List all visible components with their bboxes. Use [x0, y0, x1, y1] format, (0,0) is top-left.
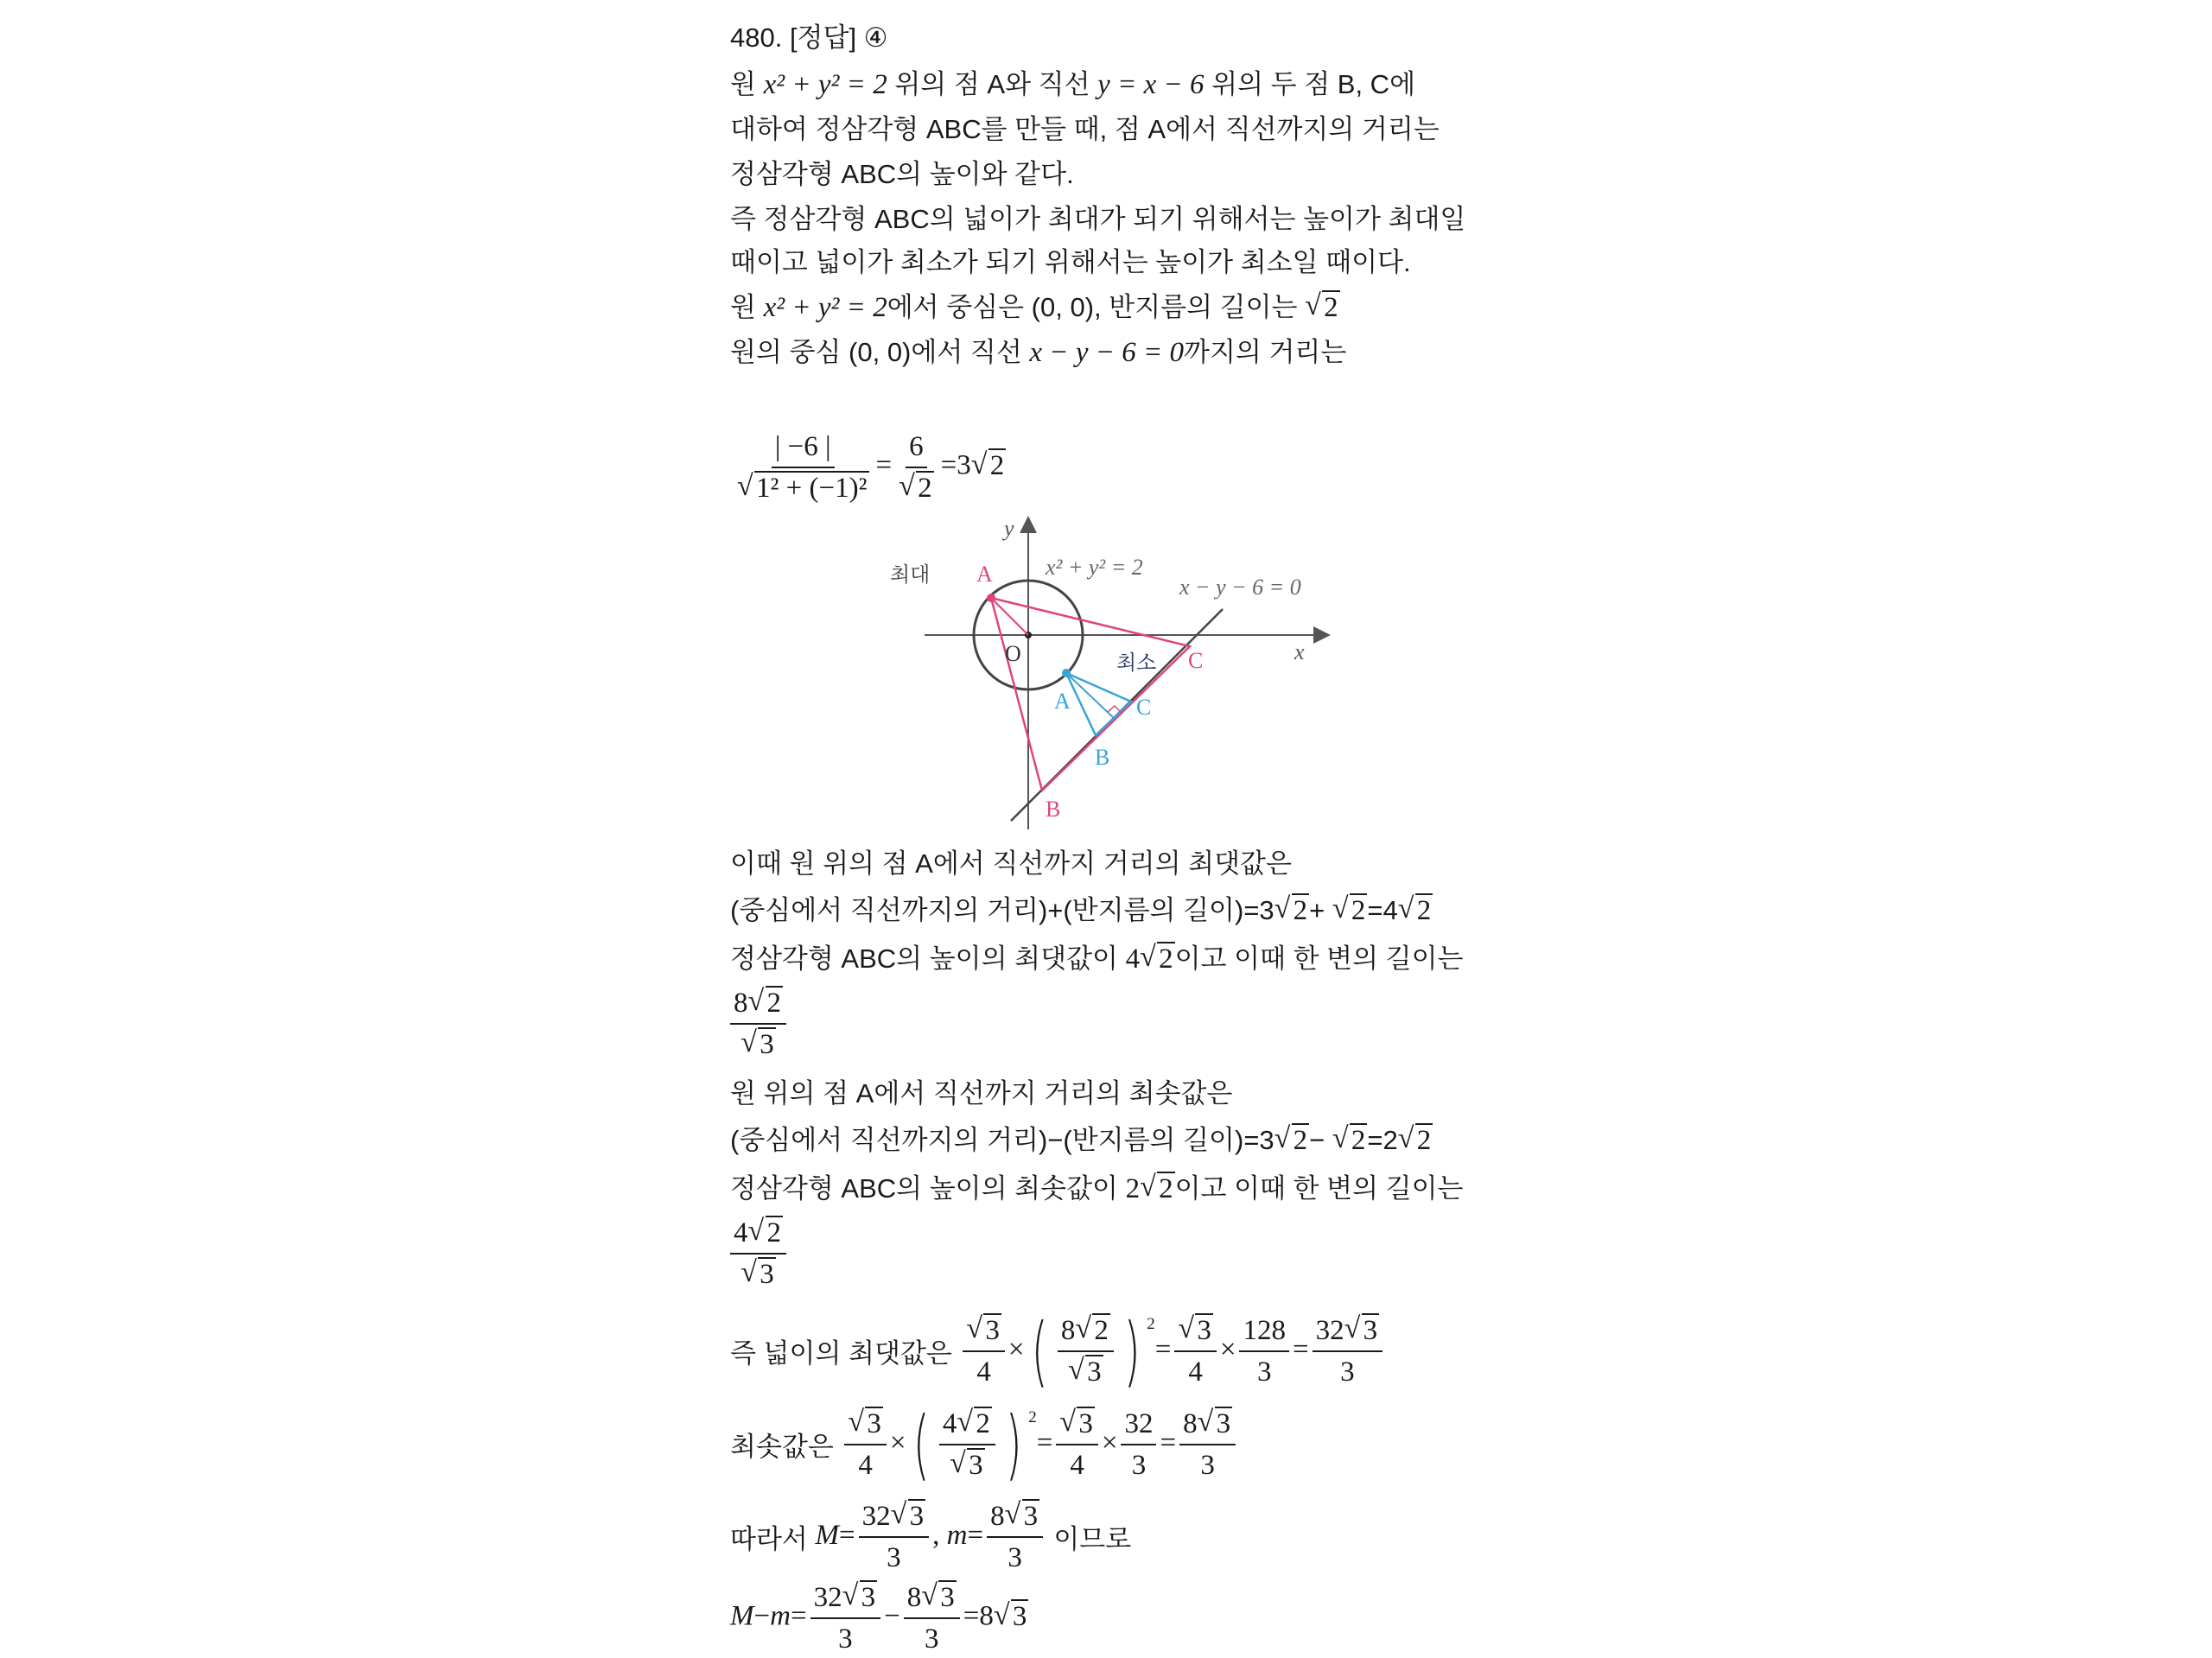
denominator [737, 1025, 779, 1061]
numerator: | −6 | [772, 430, 835, 468]
point-A-max [987, 594, 995, 602]
numerator: 8√ 3 [987, 1500, 1043, 1538]
denominator: 4 [976, 1356, 991, 1388]
line-1 [730, 67, 1415, 102]
circle-equation: x² + y² = 2 [763, 292, 887, 323]
text: 이므로 [1053, 1523, 1132, 1554]
distance-formula: | −6 | √ 1² + (−1)² = 6 √ 2 =3√ 2 [730, 430, 1006, 505]
radicand: 3 [867, 1408, 881, 1439]
fraction [810, 1581, 881, 1655]
radicand: 2 [1094, 1315, 1109, 1346]
radicand: 1² + (−1)² [756, 473, 868, 504]
fraction [844, 1407, 887, 1482]
fraction [1121, 1407, 1156, 1482]
fraction [904, 1581, 960, 1655]
text: 원 [730, 69, 756, 99]
min-area-formula: √ $\frac{3}{4}$ ×( 4√ 2 √ 3 ) $^2$= √ $\frac{3}{4}$ × $\frac{32}{3}$ = $\frac{8√ 3}{3}$ [841, 1427, 1239, 1458]
point-A-min [1062, 669, 1071, 677]
text: 원의 중심 [730, 337, 842, 367]
side-length-max [730, 987, 790, 1061]
text: B, C에 [1337, 69, 1416, 99]
max-area-line [730, 1306, 1386, 1395]
M-m-values: M= $\frac{32√ 3}{3}$ , m= $\frac{8√ 3}{3}$ [815, 1520, 1053, 1551]
denominator: 4 [1188, 1356, 1203, 1388]
denominator: 3 [1256, 1356, 1272, 1388]
numerator: 6 [906, 430, 927, 468]
text: 정삼각형 [730, 943, 834, 974]
fraction [1313, 1314, 1383, 1388]
numerator: 8√ 2 [730, 987, 786, 1025]
radicand: 3 [1216, 1408, 1231, 1439]
numerator: 8√ 3 [904, 1581, 960, 1619]
label-B-min: B [1095, 745, 1110, 770]
radicand: 2 [766, 1217, 781, 1248]
side-length-min [730, 1217, 790, 1291]
max-area-formula: √ $\frac{3}{4}$ ×( 8√ 2 √ 3 ) $^2$= √ $\frac{3}{4}$ × $\frac{128}{3}$ = $\frac{32√ 3}{3}$ [959, 1334, 1386, 1365]
text: ABC의 높이와 같다. [841, 159, 1074, 189]
text: 이고 이때 한 변의 길이는 [1174, 943, 1464, 974]
denominator [1065, 1352, 1107, 1388]
radicand: 3 [909, 1501, 925, 1532]
text: 에서 중심은 [887, 292, 1025, 322]
fraction [987, 1500, 1043, 1574]
text: 까지의 거리는 [1184, 337, 1347, 367]
denominator [895, 468, 938, 505]
denominator: 3 [1007, 1542, 1022, 1573]
fraction [895, 430, 938, 505]
fraction [1056, 1407, 1098, 1482]
denominator: 3 [924, 1623, 939, 1655]
radicand: 2 [918, 473, 932, 504]
text: ABC를 만들 때, 점 [925, 114, 1141, 144]
text: 따라서 [730, 1523, 808, 1554]
text: (중심에서 직선까지의 거리)−(반지름의 길이)=3 [730, 1125, 1274, 1155]
line-equation: x − y − 6 = 0 [1029, 337, 1185, 368]
radicand: 2 [1324, 292, 1338, 323]
final-answer: M−m= $\frac{32√ 3}{3}$ − $\frac{8√ 3}{3}$ =8√ 3 [730, 1581, 1028, 1655]
text: 즉 정삼각형 [730, 204, 868, 234]
numerator: 8√ 3 [1179, 1407, 1236, 1445]
text: A에서 직선까지 거리의 최댓값은 [915, 848, 1292, 879]
denominator: 3 [838, 1623, 853, 1655]
line-11 [730, 1077, 1232, 1111]
line-7 [730, 335, 1346, 370]
radicand: 2 [989, 449, 1005, 481]
denominator [737, 1255, 779, 1291]
line-5: 때이고 넓이가 최소가 되기 위해서는 높이가 최소일 때이다. [730, 247, 1411, 277]
text: 이고 이때 한 변의 길이는 [1174, 1173, 1464, 1204]
line-6 [730, 290, 1340, 325]
text: 원 [730, 292, 756, 322]
denominator: 3 [1200, 1450, 1215, 1481]
sqrt-2 [1305, 290, 1340, 325]
line-4 [730, 202, 1465, 237]
label-A-min: A [1054, 689, 1071, 714]
distance-fraction [734, 430, 873, 505]
radicand: 3 [985, 1315, 1000, 1346]
fraction [1179, 1407, 1236, 1482]
radicand: 2 [1351, 1125, 1366, 1156]
radicand: 3 [969, 1450, 983, 1481]
therefore-line [730, 1500, 1131, 1574]
radicand: 2 [976, 1408, 990, 1439]
radicand: 3 [760, 1259, 774, 1290]
label-circle-eq: x² + y² = 2 [1046, 555, 1143, 580]
numerator [1174, 1314, 1217, 1352]
fraction [1058, 1314, 1114, 1388]
label-x: x [1294, 639, 1305, 664]
line-2 [730, 112, 1440, 147]
radicand: 2 [1293, 895, 1308, 926]
numerator: 32√ 3 [810, 1581, 881, 1619]
numerator: 8√ 2 [1058, 1314, 1114, 1352]
numerator [1056, 1407, 1098, 1445]
label-B-max: B [1046, 797, 1061, 822]
problem-header: 480. [정답] ④ [730, 22, 888, 53]
geometry-figure [890, 514, 1339, 834]
text: A에서 직선까지의 거리는 [1147, 114, 1440, 144]
radicand: 3 [1197, 1315, 1211, 1346]
line-13: 정삼각형 ABC의 높이의 최솟값이 2√ 2이고 이때 한 변의 길이는 [730, 1172, 1464, 1206]
numerator [963, 1314, 1005, 1352]
numerator: 32√ 3 [859, 1500, 930, 1538]
label-y: y [1004, 516, 1014, 541]
radicand: 2 [1416, 1125, 1432, 1156]
text: 정삼각형 [730, 1173, 834, 1204]
text: (중심에서 직선까지의 거리)+(반지름의 길이)=3 [730, 895, 1274, 925]
denominator: 3 [1131, 1450, 1147, 1481]
text: 대하여 정삼각형 [730, 114, 919, 144]
radicand: 2 [1293, 1125, 1308, 1156]
min-area-line [730, 1400, 1239, 1489]
radicand: 3 [760, 1029, 774, 1060]
radicand: 2 [1351, 895, 1366, 926]
numerator: 32√ 3 [1313, 1314, 1383, 1352]
text: 이때 원 위의 점 [730, 848, 908, 879]
label-A-max: A [976, 562, 993, 587]
text: 원 위의 점 [730, 1078, 849, 1109]
line-10: 정삼각형 ABC의 높이의 최댓값이 4√ 2이고 이때 한 변의 길이는 [730, 942, 1464, 976]
label-min: 최소 [1116, 651, 1157, 675]
fraction [963, 1314, 1005, 1388]
label-O: O [1005, 641, 1021, 666]
line-9: (중심에서 직선까지의 거리)+(반지름의 길이)=3√ 2+ √ 2=4√ 2 [730, 893, 1433, 928]
radicand: 3 [1087, 1356, 1102, 1388]
denominator: 3 [1340, 1356, 1355, 1388]
denominator: 4 [1070, 1450, 1084, 1481]
numerator: 4√ 2 [939, 1407, 995, 1445]
text: (0, 0), 반지름의 길이는 [1031, 292, 1298, 322]
text: A와 직선 [987, 69, 1090, 99]
text: 정삼각형 [730, 159, 834, 189]
radicand: 2 [766, 988, 781, 1019]
radicand: 2 [1159, 943, 1173, 975]
altitude-min [1066, 673, 1115, 719]
numerator: 4√ 2 [730, 1217, 786, 1255]
text: 최솟값은 [730, 1431, 834, 1462]
label-line-eq: x − y − 6 = 0 [1179, 575, 1301, 600]
label-max: 최대 [890, 562, 931, 587]
denominator [946, 1445, 988, 1482]
fraction [730, 1217, 786, 1291]
fraction [1174, 1314, 1217, 1388]
radicand: 2 [1416, 895, 1432, 926]
text: 즉 넓이의 최댓값은 [730, 1337, 952, 1369]
text: ABC의 높이의 최댓값이 [841, 943, 1118, 974]
fraction [859, 1500, 930, 1574]
radicand: 3 [1363, 1315, 1378, 1346]
numerator: 128 [1239, 1314, 1289, 1352]
text: A에서 직선까지 거리의 최솟값은 [855, 1078, 1233, 1109]
fraction [730, 987, 786, 1061]
denominator: 4 [858, 1450, 873, 1481]
fraction [939, 1407, 995, 1482]
fraction [1239, 1314, 1289, 1388]
label-C-min: C [1136, 695, 1152, 720]
circle-equation: x² + y² = 2 [763, 69, 887, 100]
line-3 [730, 157, 1074, 192]
radicand: 3 [1078, 1408, 1093, 1439]
text: 위의 두 점 [1211, 69, 1331, 99]
radicand: 3 [861, 1582, 876, 1613]
label-C-max: C [1188, 648, 1204, 673]
numerator: 32 [1121, 1407, 1156, 1445]
text: ABC의 넓이가 최대가 되기 위해서는 높이가 최대일 [874, 204, 1466, 234]
radicand: 3 [1023, 1501, 1039, 1532]
line-equation: y = x − 6 [1097, 69, 1205, 100]
text: 위의 점 [894, 69, 980, 99]
text: (0, 0)에서 직선 [849, 337, 1022, 367]
line-8 [730, 847, 1292, 881]
radicand: 3 [940, 1582, 955, 1613]
denominator: 3 [887, 1542, 901, 1573]
line-12: (중심에서 직선까지의 거리)−(반지름의 길이)=3√ 2− √ 2=2√ 2 [730, 1123, 1433, 1158]
numerator [844, 1407, 887, 1445]
denominator [734, 468, 873, 505]
text: ABC의 높이의 최솟값이 [841, 1173, 1118, 1204]
radicand: 3 [1012, 1600, 1027, 1632]
radicand: 2 [1159, 1173, 1173, 1204]
